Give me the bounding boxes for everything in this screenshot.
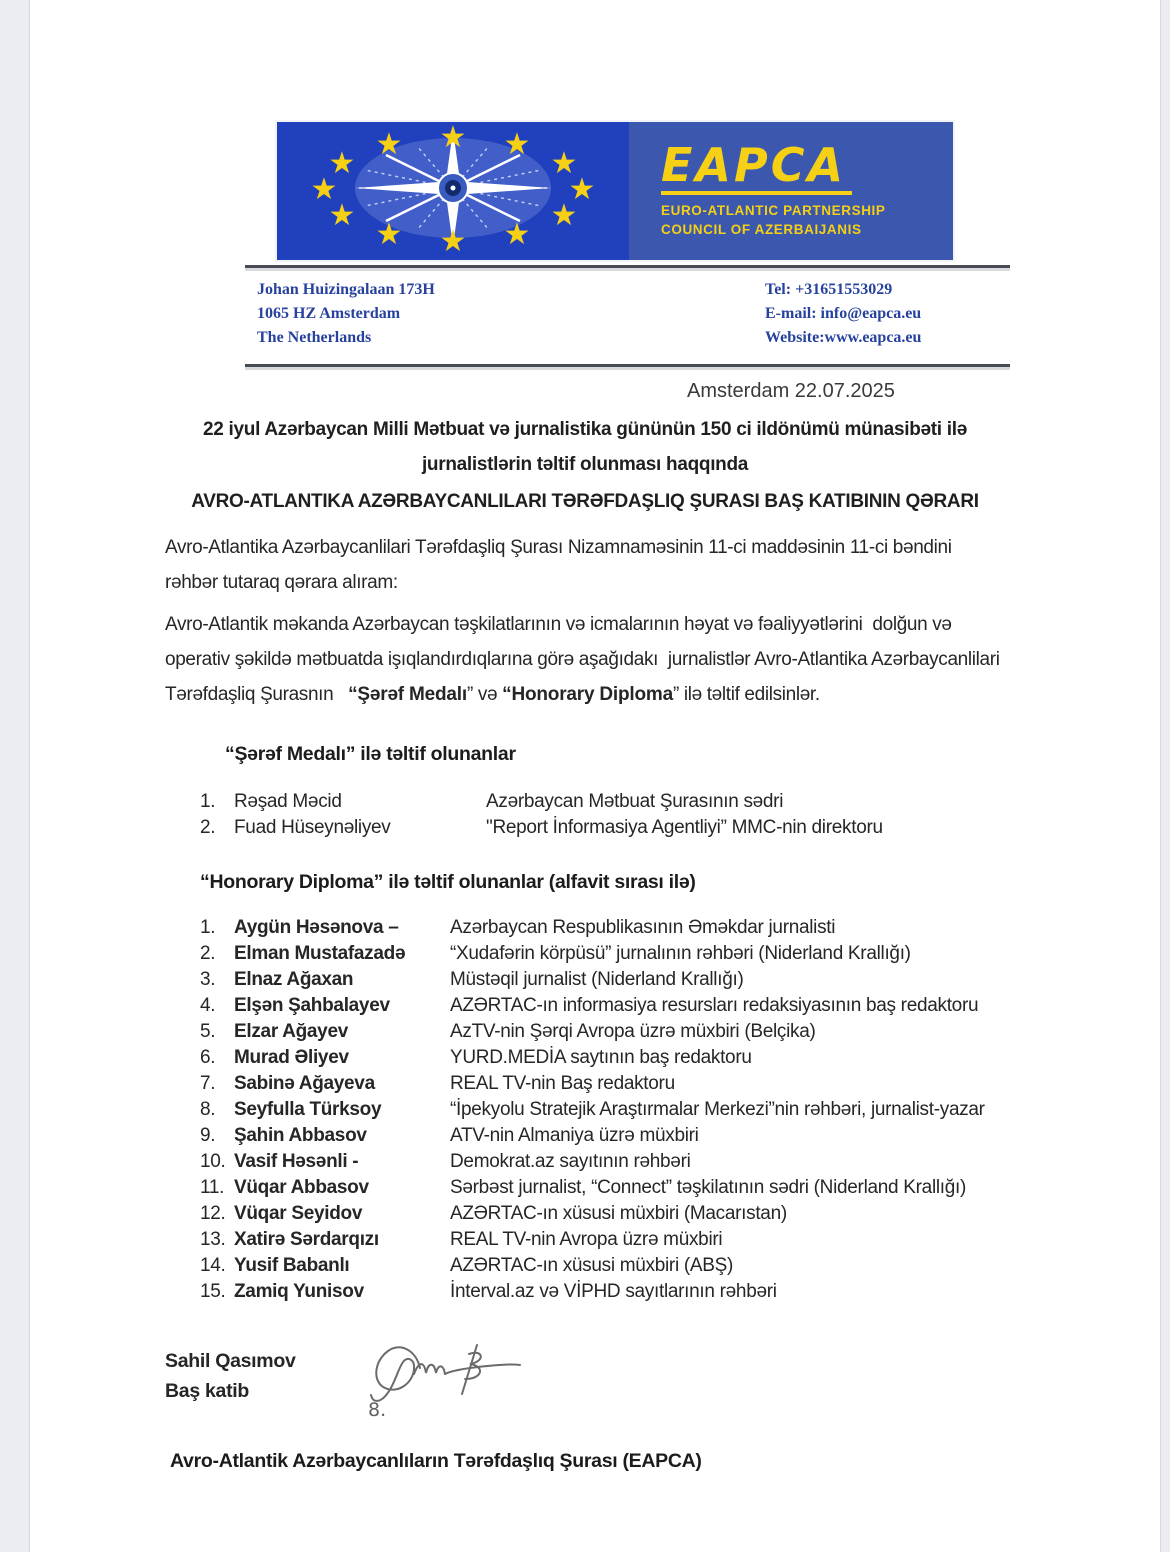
item-number: 10.	[200, 1151, 226, 1172]
list-item	[200, 1071, 1005, 1097]
handwritten-signature	[358, 1330, 538, 1425]
item-number: 8.	[200, 1099, 216, 1120]
list-item	[200, 815, 1005, 841]
contact-details	[765, 278, 1008, 350]
date-line: Amsterdam 22.07.2025	[687, 380, 895, 402]
list-item	[200, 941, 1005, 967]
website-line: Website:www.eapca.eu	[765, 329, 922, 346]
item-number: 3.	[200, 969, 216, 990]
awardee-role: AzTV-nin Şərqi Avropa üzrə müxbiri (Belçika)	[450, 1021, 816, 1042]
svg-text:★: ★	[550, 198, 578, 233]
list-item	[200, 967, 1005, 993]
address-line: Johan Huizingalaan 173H	[257, 281, 435, 298]
awardee-role: AZƏRTAC-ın informasiya resursları redaksiyasının baş redaktoru	[450, 995, 979, 1016]
eapca-brand-panel	[629, 122, 953, 260]
item-number: 13.	[200, 1229, 226, 1250]
svg-text:★: ★	[550, 146, 578, 181]
svg-text:★: ★	[503, 217, 531, 252]
awardee-name: Seyfulla Türksoy	[234, 1099, 382, 1120]
list-item	[200, 1253, 1005, 1279]
para2-text: Avro-Atlantik məkanda Azərbaycan təşkilatlarının və icmalarının həyat və fəaliyyətlərini dolğun və operativ şəkildə mətbuatda işıqlandırdıqlarına görə aşağıdakı jurnalistlər Avro-Atlantika Azərbaycanlilari Tərəfdaşliq Şurasnın	[165, 614, 1005, 705]
signature-annotation: 8.	[367, 1399, 386, 1421]
list-item	[200, 1279, 1005, 1305]
list-item	[200, 1175, 1005, 1201]
awardee-role: REAL TV-nin Baş redaktoru	[450, 1073, 675, 1094]
signatory-title: Baş katib	[165, 1380, 250, 1402]
para2-text: ” ilə təltif edilsinlər.	[672, 684, 820, 705]
letterhead	[245, 122, 1010, 367]
medal-list-heading: “Şərəf Medalı” ilə təltif olunanlar	[225, 743, 516, 765]
awardee-role: Müstəqil jurnalist (Niderland Krallığı)	[450, 969, 744, 990]
medal-name-bold: “Şərəf Medalı	[348, 684, 467, 705]
eapca-subtitle-2: COUNCIL OF AZERBAIJANIS	[661, 222, 862, 237]
subject-title: 22 iyul Azərbaycan Milli Mətbuat və jurnalistika gününün 150 ci ildönümü münasibəti ilə jurnalistlərin təltif olunması haqqında	[203, 419, 977, 475]
list-item	[200, 789, 1005, 815]
svg-text:★: ★	[503, 127, 531, 162]
awardee-name: Yusif Babanlı	[234, 1255, 350, 1276]
awardee-name: Şahin Abbasov	[234, 1125, 367, 1146]
list-item	[200, 915, 1005, 941]
awardee-role: AZƏRTAC-ın xüsusi müxbiri (Macarıstan)	[450, 1203, 787, 1224]
signatory-name: Sahil Qasımov	[165, 1350, 296, 1372]
medal-awardee-list	[200, 789, 1005, 841]
item-number: 2.	[200, 943, 216, 964]
item-number: 2.	[200, 817, 216, 838]
svg-text:★: ★	[568, 172, 596, 207]
phone-line: Tel: +31651553029	[765, 281, 893, 298]
item-number: 12.	[200, 1203, 226, 1224]
diploma-name-bold: “Honorary Diploma	[502, 684, 673, 705]
awardee-role: Demokrat.az sayıtının rəhbəri	[450, 1151, 691, 1172]
awardee-role: AZƏRTAC-ın xüsusi müxbiri (ABŞ)	[450, 1255, 734, 1276]
list-item	[200, 993, 1005, 1019]
paragraph-legal-basis: Avro-Atlantika Azərbaycanlilari Tərəfdaşliq Şurası Nizamnaməsinin 11-ci maddəsinin 11-ci bəndini rəhbər tutaraq qərara alıram:	[165, 537, 957, 593]
svg-text:★: ★	[375, 217, 403, 252]
awardee-role: YURD.MEDİA saytının baş redaktoru	[450, 1047, 752, 1068]
awardee-name: Murad Əliyev	[234, 1047, 349, 1068]
eu-stars-compass-emblem	[277, 122, 629, 260]
list-item	[200, 1097, 1005, 1123]
item-number: 6.	[200, 1047, 216, 1068]
svg-text:★: ★	[310, 172, 338, 207]
awardee-name: Fuad Hüseynəliyev	[234, 817, 391, 838]
letterhead-divider-bottom	[245, 364, 1010, 367]
awardee-name: Vüqar Seyidov	[234, 1203, 363, 1224]
letterhead-contact-block	[245, 268, 1010, 362]
para2-text: ” və	[466, 684, 503, 705]
awardee-role: Sərbəst jurnalist, “Connect” təşkilatının sədri (Niderland Krallığı)	[450, 1177, 967, 1198]
signatory	[165, 1346, 296, 1406]
item-number: 1.	[200, 917, 216, 938]
list-item	[200, 1227, 1005, 1253]
diploma-awardee-list	[200, 915, 1005, 1305]
address-line: The Netherlands	[257, 329, 372, 346]
list-item	[200, 1045, 1005, 1071]
awardee-name: Aygün Həsənova –	[234, 917, 399, 938]
awardee-name: Elzar Ağayev	[234, 1021, 348, 1042]
awardee-name: Xatirə Sərdarqızı	[234, 1229, 379, 1250]
awardee-name: Rəşad Məcid	[234, 791, 342, 812]
awardee-name: Zamiq Yunisov	[234, 1281, 364, 1302]
awardee-role: "Report İnformasiya Agentliyi” MMC-nin direktoru	[486, 817, 883, 838]
decree-title: AVRO-ATLANTIKA AZƏRBAYCANLILARI TƏRƏFDAŞLIQ ŞURASI BAŞ KATIBININ QƏRARI	[191, 491, 979, 512]
item-number: 4.	[200, 995, 216, 1016]
svg-text:★: ★	[439, 122, 467, 155]
item-number: 14.	[200, 1255, 226, 1276]
awardee-name: Sabinə Ağayeva	[234, 1073, 375, 1094]
svg-text:★: ★	[439, 224, 467, 259]
item-number: 1.	[200, 791, 216, 812]
paragraph-award-decision	[165, 607, 1005, 712]
postal-address	[257, 278, 435, 350]
item-number: 15.	[200, 1281, 226, 1302]
diploma-list-heading: “Honorary Diploma” ilə təltif olunanlar (alfavit sırası ilə)	[200, 871, 696, 893]
item-number: 11.	[200, 1177, 225, 1198]
list-item	[200, 1149, 1005, 1175]
awardee-name: Elman Mustafazadə	[234, 943, 406, 964]
item-number: 7.	[200, 1073, 216, 1094]
email-line: E-mail: info@eapca.eu	[765, 305, 922, 322]
eapca-subtitle-1: EURO-ATLANTIC PARTNERSHIP	[661, 203, 886, 218]
organization-name-footer: Avro-Atlantik Azərbaycanlıların Tərəfdaşlıq Şurası (EAPCA)	[170, 1450, 702, 1472]
awardee-role: Azərbaycan Mətbuat Şurasının sədri	[486, 791, 784, 812]
awardee-name: Vüqar Abbasov	[234, 1177, 369, 1198]
compass-rose-icon	[277, 122, 629, 260]
svg-text:★: ★	[328, 198, 356, 233]
list-item	[200, 1123, 1005, 1149]
awardee-name: Vasif Həsənli -	[234, 1151, 359, 1172]
list-item	[200, 1019, 1005, 1045]
item-number: 5.	[200, 1021, 216, 1042]
address-line: 1065 HZ Amsterdam	[257, 305, 401, 322]
eapca-acronym: EAPCA	[661, 142, 852, 195]
eapca-logo	[277, 122, 953, 260]
awardee-role: Azərbaycan Respublikasının Əməkdar jurnalisti	[450, 917, 836, 938]
item-number: 9.	[200, 1125, 216, 1146]
awardee-role: REAL TV-nin Avropa üzrə müxbiri	[450, 1229, 723, 1250]
signature-block	[165, 1346, 1005, 1425]
awardee-name: Elnaz Ağaxan	[234, 969, 354, 990]
svg-text:★: ★	[328, 146, 356, 181]
awardee-role: “İpekyolu Stratejik Araştırmalar Merkezi”nin rəhbəri, jurnalist-yazar	[450, 1099, 985, 1120]
awardee-role: İnterval.az və VİPHD sayıtlarının rəhbəri	[450, 1281, 777, 1302]
awardee-name: Elşən Şahbalayev	[234, 995, 390, 1016]
svg-text:★: ★	[375, 127, 403, 162]
awardee-role: ATV-nin Almaniya üzrə müxbiri	[450, 1125, 699, 1146]
list-item	[200, 1201, 1005, 1227]
awardee-role: “Xudafərin körpüsü” jurnalının rəhbəri (Niderland Krallığı)	[450, 943, 911, 964]
